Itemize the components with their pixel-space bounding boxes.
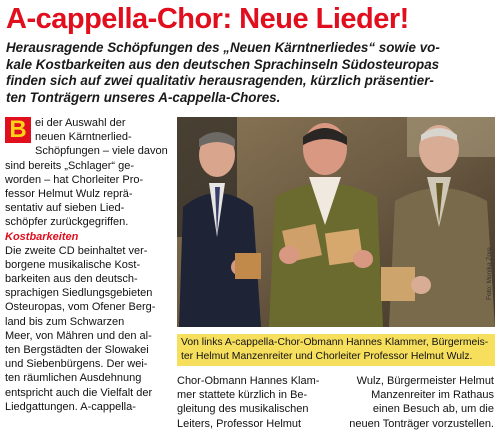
left-column bbox=[5, 116, 173, 414]
body-line: neuen Tonträger vorzustellen. bbox=[349, 417, 494, 430]
body-line: mer stattete kürzlich in Be- bbox=[177, 389, 308, 402]
body-line: Schöpfungen – viele davon bbox=[35, 145, 168, 158]
body-line: Osteuropas, vom Ofener Berg- bbox=[5, 301, 156, 314]
body-line: sind bereits „Schlager“ ge- bbox=[5, 159, 135, 172]
body-line: ten räumlichen Ausdehnung bbox=[5, 372, 142, 385]
body-line: sentativ auf sieben Lied- bbox=[5, 202, 125, 215]
body-line: land bis zum Schwarzen bbox=[5, 315, 125, 328]
body-line: Wulz, Bürgermeister Helmut bbox=[356, 375, 494, 387]
body-line: sprachigen Siedlungsgebieten bbox=[5, 287, 153, 300]
body-line: fessor Helmut Wulz reprä- bbox=[5, 187, 133, 200]
caption-line: ter Helmut Manzenreiter und Chorleiter Professor Helmut Wulz. bbox=[181, 351, 473, 362]
body-line: und Siebenbürgens. Der wei- bbox=[5, 358, 148, 371]
photo-credit: Foto: Monika Zore bbox=[486, 247, 493, 300]
caption-line: Von links A-cappella-Chor-Obmann Hannes Klammer, Bürgermeis- bbox=[181, 337, 489, 348]
body-line: Leiters, Professor Helmut bbox=[177, 417, 302, 430]
body-line: ten Bergstädten der Slowakei bbox=[5, 344, 149, 356]
lead-line: Herausragende Schöpfungen des „Neuen Kärntnerliedes“ sowie vo- bbox=[6, 40, 440, 55]
group-photo bbox=[177, 117, 495, 327]
headline: A-cappella-Chor: Neue Lieder! bbox=[6, 3, 409, 35]
lead-line: kale Kostbarkeiten aus den deutschen Sprachinseln Südosteuropas bbox=[6, 56, 440, 72]
bottom-column-2 bbox=[342, 374, 494, 431]
body-line: Liedgattungen. A-cappella- bbox=[5, 400, 136, 413]
body-line: Chor-Obmann Hannes Klam- bbox=[177, 375, 320, 387]
lead-line: finden sich auf zwei qualitativ herausragenden, kürzlich präsentier- bbox=[6, 73, 434, 88]
body-line: entspricht auch die Vielfalt der bbox=[5, 386, 153, 399]
body-line: borgene musikalische Kost- bbox=[5, 258, 141, 271]
bottom-column-1 bbox=[177, 374, 329, 431]
body-line: Meer, von Mähren und den al- bbox=[5, 329, 152, 342]
lead-paragraph bbox=[6, 40, 494, 106]
lead-line: ten Tonträgern unseres A-cappella-Chores. bbox=[6, 89, 281, 105]
body-line: neuen Kärntnerlied- bbox=[35, 131, 132, 144]
photo-caption bbox=[177, 334, 495, 366]
body-line: schöpfer zurückgegriffen. bbox=[5, 216, 129, 229]
subhead: Kostbarkeiten bbox=[5, 230, 79, 243]
body-line: gleitung des musikalischen bbox=[177, 403, 309, 416]
body-line: worden – hat Chorleiter Pro- bbox=[5, 173, 144, 186]
body-line: Die zweite CD beinhaltet ver- bbox=[5, 244, 148, 257]
body-line: Manzenreiter im Rathaus bbox=[371, 389, 494, 402]
drop-cap: B bbox=[5, 117, 31, 143]
group-photo-illustration bbox=[177, 117, 495, 327]
body-line: barkeiten aus den deutsch- bbox=[5, 273, 138, 286]
body-line: einen Besuch ab, um die bbox=[372, 403, 494, 416]
body-line: ei der Auswahl der bbox=[35, 117, 126, 129]
